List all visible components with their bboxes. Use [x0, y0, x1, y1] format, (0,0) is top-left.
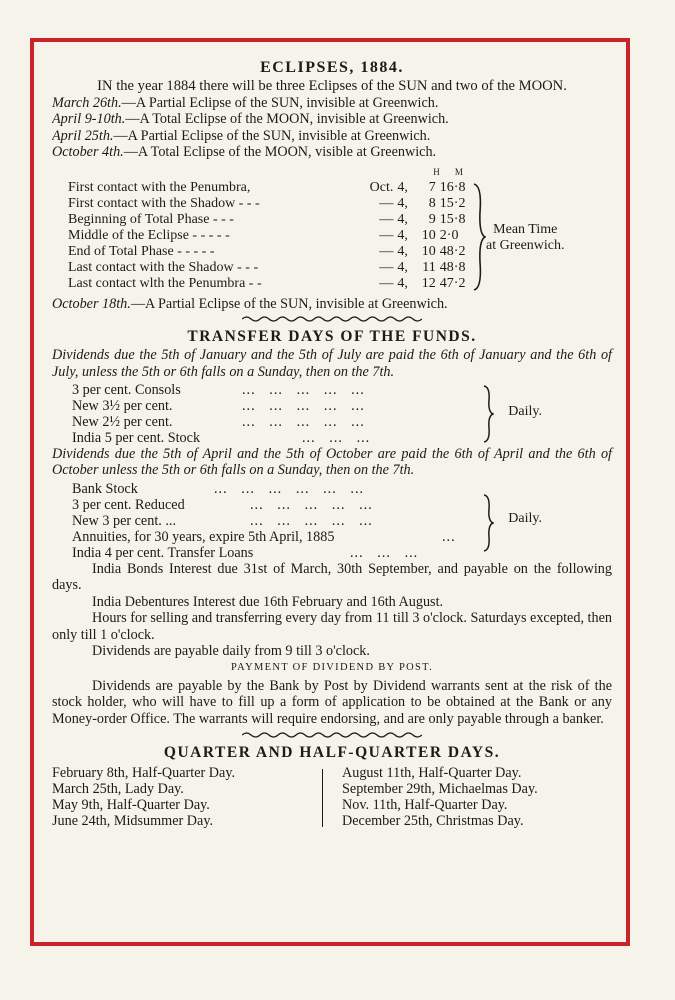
phase-row: End of Total Phase - - - - - — 4, 10 48·2	[68, 244, 466, 260]
dividends-apr-oct: Dividends due the 5th of April and the 5th of October are paid the 6th of April and the 6th of October unless the 5th or 6th falls on a Sunday, then on the 7th.	[52, 446, 612, 479]
phase-row: First contact with the Shadow - - - — 4, 8 15·2	[68, 196, 466, 212]
phase-row: Beginning of Total Phase - - - — 4, 9 15·8	[68, 212, 466, 228]
fund-item: India 4 per cent. Transfer Loans ... ... ...	[72, 544, 419, 561]
quarter-day-item: August 11th, Half-Quarter Day.	[342, 765, 522, 782]
fund-item: 3 per cent. Reduced ... ... ... ... ...	[72, 496, 373, 513]
eclipse-item: April 25th.—A Partial Eclipse of the SUN, invisible at Greenwich.	[52, 127, 431, 144]
quarter-day-item: Nov. 11th, Half-Quarter Day.	[342, 797, 508, 814]
eclipses-heading: ECLIPSES, 1884.	[260, 59, 404, 76]
transfer-heading: TRANSFER DAYS OF THE FUNDS.	[187, 327, 477, 345]
almanac-page	[52, 60, 612, 829]
wavy-divider-icon	[242, 315, 422, 323]
quarter-day-item: February 8th, Half-Quarter Day.	[52, 765, 236, 782]
column-divider	[322, 769, 323, 827]
fund-item: Bank Stock ... ... ... ... ... ...	[72, 480, 365, 497]
wavy-divider-icon	[242, 731, 422, 739]
brace-icon	[472, 182, 486, 292]
india-bonds-text: India Bonds Interest due 31st of March, 30th September, and payable on the following days.	[52, 560, 612, 594]
eclipse-item: October 18th.—A Partial Eclipse of the SUN, invisible at Greenwich.	[52, 296, 448, 313]
post-text: Dividends are payable by the Bank by Post by Dividend warrants sent at the risk of the stock holder, who will have to fill up a form of application to be obtained at the Bank or any Money-order Office. The warrants will require endorsing, and are only payable through a banker.	[52, 677, 612, 727]
funds-group-1	[72, 382, 612, 446]
fund-item: 3 per cent. Consols ... ... ... ... ...	[72, 382, 365, 399]
brace-icon	[482, 384, 494, 444]
hours-text: Hours for selling and transferring every day from 11 till 3 o'clock. Saturdays excepted, then only till 1 o'clock.	[52, 610, 612, 643]
eclipse-item: October 4th.—A Total Eclipse of the MOON, visible at Greenwich.	[52, 144, 437, 161]
brace-icon	[482, 493, 494, 553]
funds-group-2	[72, 481, 612, 561]
fund-item: New 3 per cent. ... ... ... ... ... ...	[72, 512, 373, 529]
col-m-label: M	[454, 167, 463, 178]
col-h-label: H	[433, 167, 440, 178]
quarter-right-column	[322, 765, 612, 829]
eclipse-item: April 9-10th.—A Total Eclipse of the MOON, invisible at Greenwich.	[52, 111, 449, 128]
quarter-day-item: June 24th, Midsummer Day.	[52, 813, 214, 830]
quarter-days	[52, 765, 612, 829]
fund-item: India 5 per cent. Stock ... ... ...	[72, 430, 371, 447]
quarter-left-column	[52, 765, 322, 829]
quarter-day-item: December 25th, Christmas Day.	[342, 813, 524, 830]
eclipse-phases	[52, 164, 612, 292]
mean-time-label: Mean Time at Greenwich.	[486, 222, 565, 254]
phases-table	[68, 164, 478, 292]
quarter-day-item: March 25th, Lady Day.	[52, 781, 184, 798]
india-debentures-text: India Debentures Interest due 16th February and 16th August.	[92, 593, 444, 610]
fund-item: New 3½ per cent. ... ... ... ... ...	[72, 398, 365, 415]
phase-row: Last contact wlth the Penumbra - - — 4, 12 47·2	[68, 276, 466, 292]
quarter-day-item: September 29th, Michaelmas Day.	[342, 781, 538, 798]
quarter-day-item: May 9th, Half-Quarter Day.	[52, 797, 210, 814]
phase-row: First contact with the Penumbra, Oct. 4, 7 16·8	[68, 180, 466, 196]
quarter-heading: QUARTER AND HALF-QUARTER DAYS.	[163, 743, 501, 761]
phase-row: Middle of the Eclipse - - - - - — 4, 10 2·0	[68, 228, 459, 244]
fund-item: New 2½ per cent. ... ... ... ... ...	[72, 414, 365, 431]
phase-row: Last contact with the Shadow - - - — 4, 11 48·8	[68, 260, 466, 276]
daily-label: Daily.	[508, 404, 542, 420]
eclipse-item: March 26th.—A Partial Eclipse of the SUN, invisible at Greenwich.	[52, 94, 439, 111]
fund-item: Annuities, for 30 years, expire 5th April, 1885 ...	[72, 528, 456, 545]
daily-label: Daily.	[508, 510, 542, 526]
eclipses-intro: IN the year 1884 there will be three Eclipses of the SUN and two of the MOON.	[97, 78, 567, 95]
dividends-jan-july: Dividends due the 5th of January and the 5th of July are paid the 6th of January and the 6th of July, unless the 5th or 6th falls on a Sunday, then on the 7th.	[52, 347, 612, 380]
post-heading: PAYMENT OF DIVIDEND BY POST.	[231, 662, 433, 674]
dividends-daily-text: Dividends are payable daily from 9 till 3 o'clock.	[92, 642, 370, 659]
